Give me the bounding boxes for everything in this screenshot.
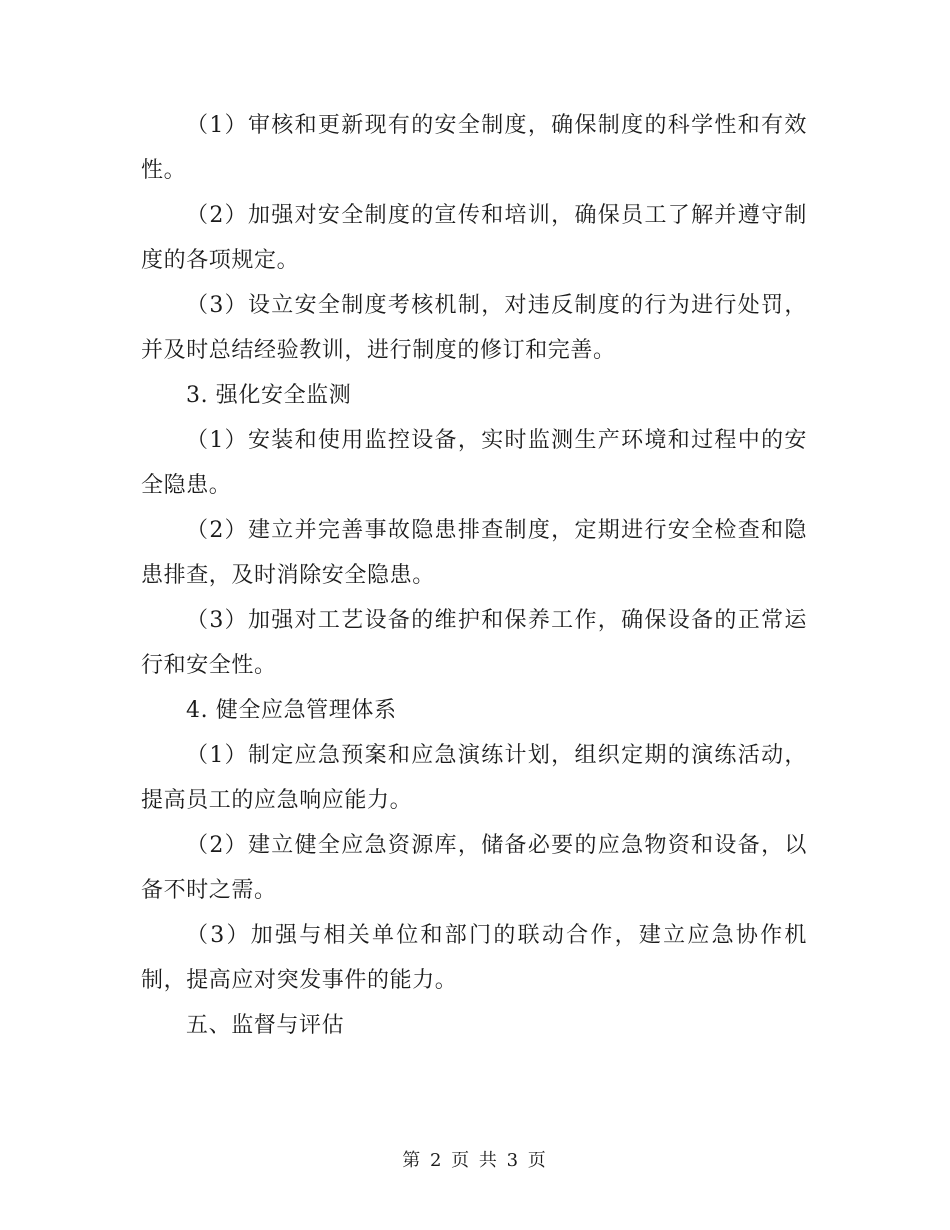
paragraph-8: （2）建立健全应急资源库，储备必要的应急物资和设备，以备不时之需。 xyxy=(141,833,807,903)
paragraph-5: （2）建立并完善事故隐患排查制度，定期进行安全检查和隐患排查，及时消除安全隐患。 xyxy=(141,518,807,588)
document-body xyxy=(141,103,807,1048)
paragraph-7: （1）制定应急预案和应急演练计划，组织定期的演练活动，提高员工的应急响应能力。 xyxy=(141,743,807,813)
section-heading-supervision: 五、监督与评估 xyxy=(186,1013,345,1038)
section-heading-emergency: 4. 健全应急管理体系 xyxy=(186,698,397,723)
page-number-footer: 第 2 页 共 3 页 xyxy=(402,1150,548,1171)
paragraph-1: （1）审核和更新现有的安全制度，确保制度的科学性和有效性。 xyxy=(141,113,807,183)
paragraph-2: （2）加强对安全制度的宣传和培训，确保员工了解并遵守制度的各项规定。 xyxy=(141,203,807,273)
paragraph-4: （1）安装和使用监控设备，实时监测生产环境和过程中的安全隐患。 xyxy=(141,428,807,498)
paragraph-3: （3）设立安全制度考核机制，对违反制度的行为进行处罚，并及时总结经验教训，进行制度的修订和完善。 xyxy=(141,293,807,363)
section-heading-monitoring: 3. 强化安全监测 xyxy=(186,383,352,408)
paragraph-6: （3）加强对工艺设备的维护和保养工作，确保设备的正常运行和安全性。 xyxy=(141,608,807,678)
paragraph-9: （3）加强与相关单位和部门的联动合作，建立应急协作机制，提高应对突发事件的能力。 xyxy=(141,923,807,993)
